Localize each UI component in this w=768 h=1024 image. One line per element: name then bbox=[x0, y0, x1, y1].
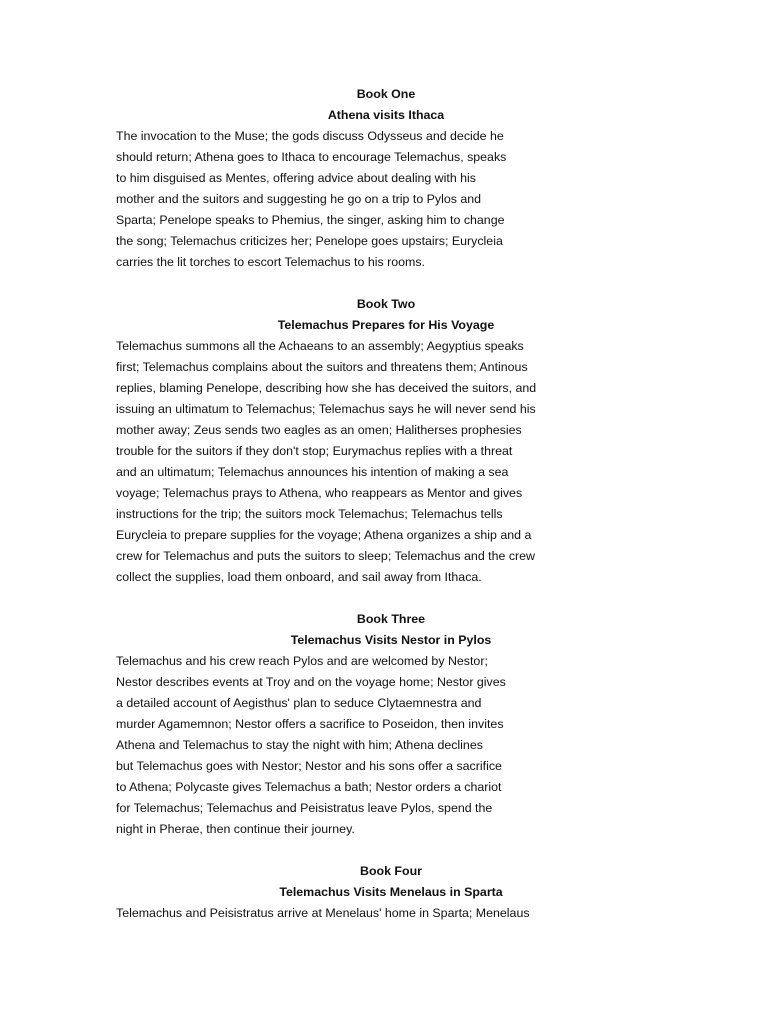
book-number-heading: Book Four bbox=[360, 864, 422, 878]
book-title-heading: Telemachus Prepares for His Voyage bbox=[277, 318, 495, 332]
summary-line: issuing an ultimatum to Telemachus; Telemachus says he will never send his bbox=[116, 402, 536, 416]
summary-line: to Athena; Polycaste gives Telemachus a bath; Nestor orders a chariot bbox=[116, 780, 502, 794]
summary-line: the song; Telemachus criticizes her; Penelope goes upstairs; Eurycleia bbox=[116, 234, 503, 248]
summary-line: The invocation to the Muse; the gods discuss Odysseus and decide he bbox=[116, 129, 504, 143]
summary-line: collect the supplies, load them onboard, and sail away from Ithaca. bbox=[116, 570, 482, 584]
summary-line: crew for Telemachus and puts the suitors to sleep; Telemachus and the crew bbox=[116, 549, 535, 563]
summary-line: and an ultimatum; Telemachus announces his intention of making a sea bbox=[116, 465, 509, 479]
summary-line: but Telemachus goes with Nestor; Nestor and his sons offer a sacrifice bbox=[116, 759, 502, 773]
book-number-heading: Book One bbox=[356, 87, 416, 101]
summary-line: Telemachus summons all the Achaeans to an assembly; Aegyptius speaks bbox=[116, 339, 524, 353]
book-one-section bbox=[116, 84, 566, 273]
book-four-section bbox=[116, 861, 566, 924]
summary-line: replies, blaming Penelope, describing how she has deceived the suitors, and bbox=[116, 381, 537, 395]
book-three-section bbox=[116, 609, 566, 840]
summary-line: for Telemachus; Telemachus and Peisistratus leave Pylos, spend the bbox=[116, 801, 493, 815]
document-body bbox=[116, 84, 566, 924]
summary-line: trouble for the suitors if they don't stop; Eurymachus replies with a threat bbox=[116, 444, 513, 458]
summary-line: first; Telemachus complains about the suitors and threatens them; Antinous bbox=[116, 360, 528, 374]
summary-line: Telemachus and his crew reach Pylos and are welcomed by Nestor; bbox=[116, 654, 488, 668]
book-title-heading: Telemachus Visits Nestor in Pylos bbox=[290, 633, 492, 647]
summary-line: murder Agamemnon; Nestor offers a sacrifice to Poseidon, then invites bbox=[116, 717, 504, 731]
summary-line: to him disguised as Mentes, offering advice about dealing with his bbox=[116, 171, 476, 185]
book-two-section bbox=[116, 294, 566, 588]
summary-line: Nestor describes events at Troy and on the voyage home; Nestor gives bbox=[116, 675, 506, 689]
summary-line: carries the lit torches to escort Telemachus to his rooms. bbox=[116, 255, 425, 269]
book-title-heading: Athena visits Ithaca bbox=[327, 108, 445, 122]
summary-line: Sparta; Penelope speaks to Phemius, the singer, asking him to change bbox=[116, 213, 505, 227]
summary-line: night in Pherae, then continue their journey. bbox=[116, 822, 355, 836]
book-title-heading: Telemachus Visits Menelaus in Sparta bbox=[279, 885, 503, 899]
summary-line: Eurycleia to prepare supplies for the voyage; Athena organizes a ship and a bbox=[116, 528, 532, 542]
summary-line: Athena and Telemachus to stay the night with him; Athena declines bbox=[116, 738, 483, 752]
summary-line: mother and the suitors and suggesting he go on a trip to Pylos and bbox=[116, 192, 482, 206]
book-number-heading: Book Two bbox=[356, 297, 416, 311]
book-number-heading: Book Three bbox=[356, 612, 426, 626]
summary-line: mother away; Zeus sends two eagles as an omen; Halitherses prophesies bbox=[116, 423, 522, 437]
summary-line: Telemachus and Peisistratus arrive at Menelaus' home in Sparta; Menelaus bbox=[116, 906, 530, 920]
summary-line: instructions for the trip; the suitors mock Telemachus; Telemachus tells bbox=[116, 507, 503, 521]
summary-line: voyage; Telemachus prays to Athena, who reappears as Mentor and gives bbox=[116, 486, 523, 500]
summary-line: should return; Athena goes to Ithaca to encourage Telemachus, speaks bbox=[116, 150, 507, 164]
summary-line: a detailed account of Aegisthus' plan to seduce Clytaemnestra and bbox=[116, 696, 482, 710]
